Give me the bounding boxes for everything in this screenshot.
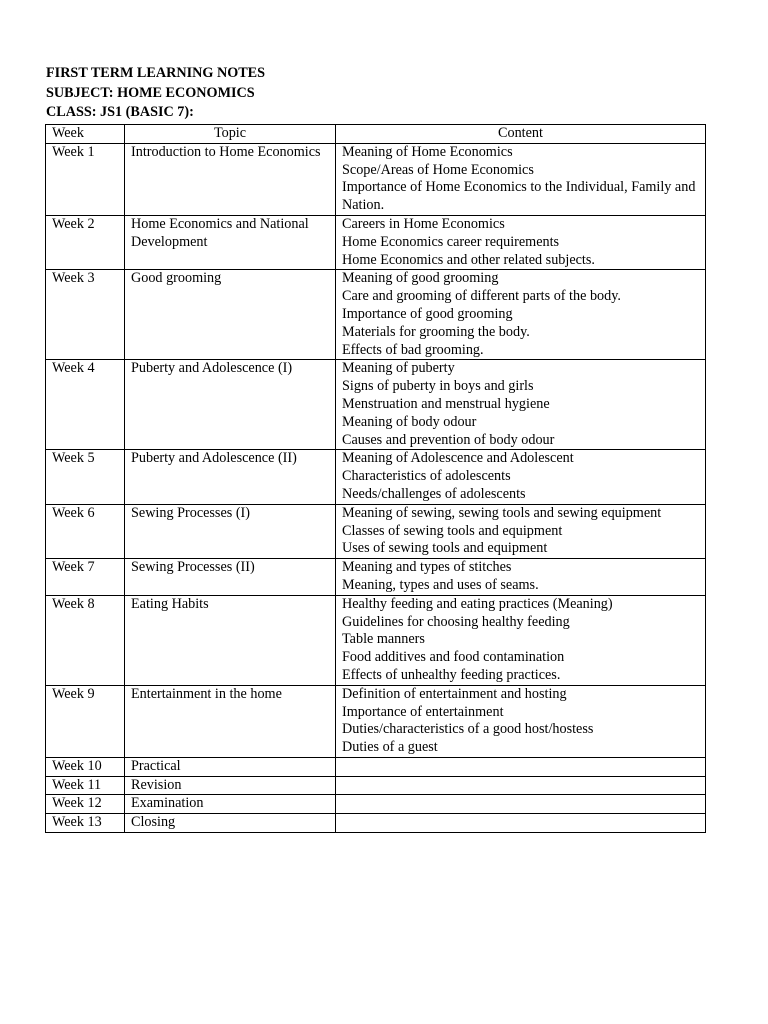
- topic-cell: Puberty and Adolescence (II): [125, 450, 336, 504]
- table-row: [46, 215, 706, 269]
- content-line: Effects of unhealthy feeding practices.: [342, 666, 561, 683]
- content-line: Meaning of Adolescence and Adolescent: [342, 450, 574, 467]
- content-line: Healthy feeding and eating practices (Meaning): [342, 595, 613, 612]
- week-cell: Week 10: [46, 757, 125, 776]
- content-line: Meaning of puberty: [342, 360, 455, 377]
- class-line: CLASS: JS1 (BASIC 7):: [46, 104, 194, 120]
- table-row: [46, 450, 706, 504]
- content-line: Care and grooming of different parts of the body.: [342, 288, 621, 305]
- table-row: [46, 270, 706, 360]
- content-line: Meaning of good grooming: [342, 270, 499, 287]
- content-line: Materials for grooming the body.: [342, 323, 530, 340]
- content-line: Importance of Home Economics to the Individual, Family and Nation.: [342, 179, 696, 214]
- content-line: Menstruation and menstrual hygiene: [342, 395, 550, 412]
- week-cell: Week 11: [46, 776, 125, 795]
- table-row: [46, 559, 706, 596]
- content-cell: [336, 685, 706, 757]
- table-row: [46, 795, 706, 814]
- document-header: [46, 64, 265, 123]
- content-line: Home Economics career requirements: [342, 233, 560, 250]
- content-cell: [336, 270, 706, 360]
- content-cell: [336, 595, 706, 685]
- content-line: Classes of sewing tools and equipment: [342, 522, 563, 539]
- document-title: FIRST TERM LEARNING NOTES: [46, 65, 266, 81]
- topic-cell: Closing: [125, 814, 336, 833]
- content-cell: [336, 776, 706, 795]
- content-cell: [336, 360, 706, 450]
- content-line: Food additives and food contamination: [342, 649, 565, 666]
- table-row: [46, 814, 706, 833]
- week-cell: Week 6: [46, 504, 125, 558]
- content-cell: [336, 757, 706, 776]
- week-cell: Week 4: [46, 360, 125, 450]
- content-line: Meaning of body odour: [342, 413, 477, 430]
- week-cell: Week 13: [46, 814, 125, 833]
- content-line: Importance of good grooming: [342, 305, 513, 322]
- topic-cell: Revision: [125, 776, 336, 795]
- topic-cell: Good grooming: [125, 270, 336, 360]
- scheme-table: [45, 124, 706, 833]
- topic-cell: Introduction to Home Economics: [125, 143, 336, 215]
- week-cell: Week 2: [46, 215, 125, 269]
- content-line: Meaning of Home Economics: [342, 143, 513, 160]
- topic-cell: Eating Habits: [125, 595, 336, 685]
- topic-cell: Practical: [125, 757, 336, 776]
- content-line: Signs of puberty in boys and girls: [342, 378, 534, 395]
- content-line: Duties of a guest: [342, 739, 438, 756]
- column-header-week: Week: [46, 125, 125, 144]
- table-row: [46, 143, 706, 215]
- topic-cell: Sewing Processes (I): [125, 504, 336, 558]
- week-cell: Week 7: [46, 559, 125, 596]
- week-cell: Week 1: [46, 143, 125, 215]
- content-line: Duties/characteristics of a good host/hostess: [342, 721, 594, 738]
- table-row: [46, 595, 706, 685]
- table-row: [46, 685, 706, 757]
- content-line: Importance of entertainment: [342, 703, 504, 720]
- table-row: [46, 776, 706, 795]
- topic-cell: Sewing Processes (II): [125, 559, 336, 596]
- week-cell: Week 8: [46, 595, 125, 685]
- content-cell: [336, 504, 706, 558]
- content-line: Causes and prevention of body odour: [342, 431, 555, 448]
- table-row: [46, 757, 706, 776]
- topic-cell: Examination: [125, 795, 336, 814]
- topic-cell: Home Economics and National Development: [125, 215, 336, 269]
- content-line: Home Economics and other related subjects.: [342, 251, 595, 268]
- column-header-topic: Topic: [125, 125, 336, 144]
- content-line: Uses of sewing tools and equipment: [342, 540, 548, 557]
- content-cell: [336, 450, 706, 504]
- table-header-row: [46, 125, 706, 144]
- week-cell: Week 3: [46, 270, 125, 360]
- table-row: [46, 504, 706, 558]
- content-line: Careers in Home Economics: [342, 215, 505, 232]
- content-cell: [336, 814, 706, 833]
- content-line: Needs/challenges of adolescents: [342, 485, 526, 502]
- content-line: Meaning and types of stitches: [342, 559, 512, 576]
- week-cell: Week 12: [46, 795, 125, 814]
- content-line: Effects of bad grooming.: [342, 341, 484, 358]
- topic-cell: Puberty and Adolescence (I): [125, 360, 336, 450]
- week-cell: Week 9: [46, 685, 125, 757]
- content-line: Scope/Areas of Home Economics: [342, 161, 534, 178]
- content-cell: [336, 795, 706, 814]
- table-row: [46, 360, 706, 450]
- subject-line: SUBJECT: HOME ECONOMICS: [46, 84, 255, 101]
- table-body: [46, 143, 706, 832]
- content-line: Table manners: [342, 631, 425, 648]
- content-cell: [336, 559, 706, 596]
- topic-cell: Entertainment in the home: [125, 685, 336, 757]
- week-cell: Week 5: [46, 450, 125, 504]
- content-line: Definition of entertainment and hosting: [342, 685, 567, 702]
- column-header-content: Content: [336, 125, 706, 144]
- content-line: Meaning, types and uses of seams.: [342, 576, 539, 593]
- content-line: Characteristics of adolescents: [342, 468, 511, 485]
- content-line: Meaning of sewing, sewing tools and sewing equipment: [342, 504, 662, 521]
- content-cell: [336, 215, 706, 269]
- content-line: Guidelines for choosing healthy feeding: [342, 613, 570, 630]
- content-cell: [336, 143, 706, 215]
